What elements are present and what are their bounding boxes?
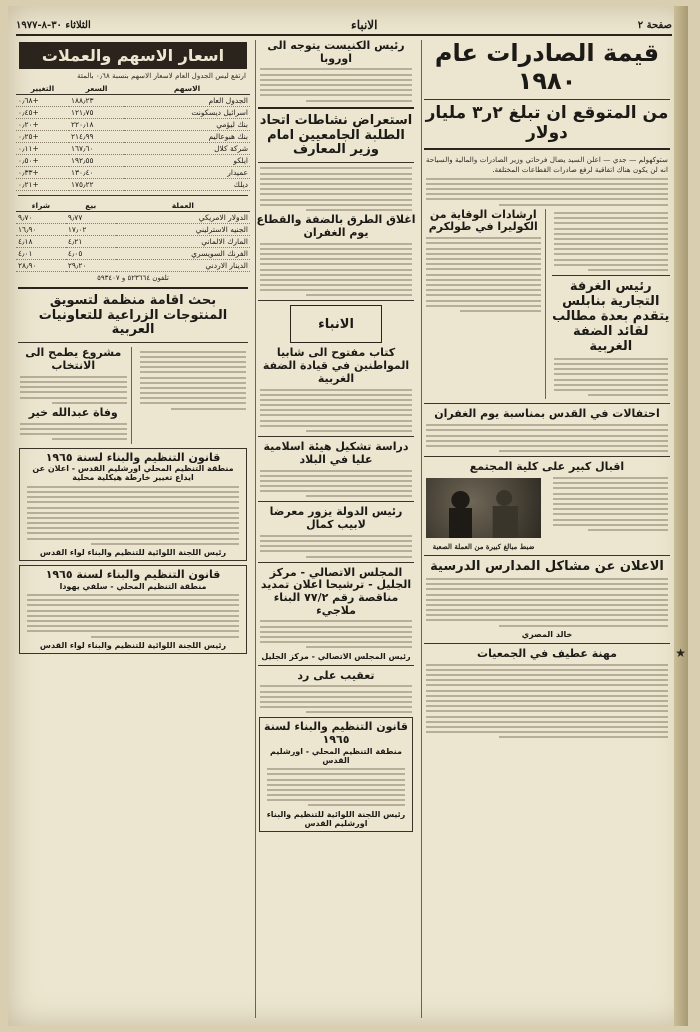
- middle-notice-sub: منطقة التنظيم المحلي - اورشليم القدس: [270, 746, 402, 765]
- page-binding-edge: [674, 6, 688, 1026]
- stock-name: الجدول العام: [124, 94, 250, 106]
- left-notice2-title: قانون التنظيم والبناء لسنة ١٩٦٥: [45, 568, 221, 582]
- stock-change: ٠٫٥٠+: [16, 154, 69, 166]
- stock-change: ٠٫٦٨+: [16, 94, 69, 106]
- fx-row: [16, 223, 250, 235]
- left-legal-notice-1: [19, 448, 247, 561]
- left-legal-notice-2: [19, 565, 247, 654]
- stock-price: ١٦٧٫٦٠: [69, 142, 124, 154]
- stock-name: شركة كلال: [124, 142, 250, 154]
- photo-caption: ضبط مبالغ كبيرة من العملة الصعبة: [432, 541, 535, 551]
- stock-row: [16, 154, 250, 166]
- fx-name: الدولار الامريكي: [116, 211, 250, 223]
- stocks-header-price: السعر: [69, 83, 124, 95]
- lead-body-text: [422, 178, 672, 206]
- fx-header-name: العملة: [116, 200, 250, 212]
- middle-notice-title: قانون التنظيم والبناء لسنة ١٩٦٥: [264, 720, 408, 746]
- stocks-header-change: التغيير: [16, 83, 69, 95]
- fx-row: [16, 211, 250, 223]
- stock-name: بنك ليؤمي: [124, 118, 250, 130]
- stock-row: [16, 130, 250, 142]
- fx-name: الفرنك السويسري: [116, 247, 250, 259]
- page-label: صفحة ٢: [637, 19, 672, 31]
- logo-text: الانباء: [318, 316, 354, 332]
- story3-headline: رئيس الغرفة التجارية بنابلس يتقدم بعدة مطالب لقائد الضفة الغربية: [552, 279, 670, 354]
- column-right: [421, 40, 672, 1018]
- stock-row: [16, 166, 250, 178]
- left-story2-headline: مشروع يطمح الى الانتخاب: [25, 346, 122, 373]
- fx-table: [16, 200, 250, 272]
- stock-price: ١٢١٫٧٥: [69, 106, 124, 118]
- left-notice2-sub: منطقة التنظيم المحلي - سلفي يهودا: [59, 581, 207, 591]
- stock-change: ٠٫٣٣+: [16, 166, 69, 178]
- stocks-table: [16, 83, 250, 191]
- story2-headline: ارشادات الوقاية من الكوليرا في طولكرم: [428, 207, 538, 234]
- fx-footer: تلفون ٥٢٣٦٦٤ و ٥٩٣٤٠٧: [97, 273, 169, 282]
- fx-name: الدينار الاردني: [116, 259, 250, 271]
- stock-price: ٢١٤٫٩٩: [69, 130, 124, 142]
- fx-buy: ٩٫٧٠: [16, 211, 66, 223]
- fx-sell: ٩٫٧٧: [66, 211, 116, 223]
- middle-story2-sub: اغلاق الطرق بالضفة والقطاع يوم الغفران: [256, 213, 416, 239]
- column-logo: [290, 305, 382, 343]
- left-notice1-sub: منطقة التنظيم المحلي اورشليم القدس - اعلان عن ايداع تغيير خارطة هيكلية محلية: [32, 464, 234, 483]
- stock-row: [16, 178, 250, 190]
- stocks-banner: اسعار الاسهم والعملات: [19, 42, 247, 69]
- middle-story7-headline: تعقيب على رد: [297, 668, 375, 682]
- stock-change: ٠٫٢٥+: [16, 130, 69, 142]
- stock-name: عميدار: [124, 166, 250, 178]
- stock-name: ايلكو: [124, 154, 250, 166]
- byline: خالد المصري: [521, 629, 573, 639]
- stock-row: [16, 142, 250, 154]
- middle-story6-headline: المجلس الاتصالي - مركز الجليل - ترشيحا اعلان تمديد مناقصة رقم ٧٧/٢ البناء ملاجيء: [260, 565, 412, 617]
- masthead: [16, 16, 672, 36]
- stock-price: ١٨٨٫٢٣: [69, 94, 124, 106]
- middle-story3-headline: كتاب مفتوح الى شابيا المواطنين في قيادة الضفة الغربية: [262, 346, 410, 385]
- lead-headline: قيمة الصادرات عام ١٩٨٠: [434, 40, 660, 95]
- news-photo: [426, 478, 541, 538]
- stock-price: ١٩٢٫٥٥: [69, 154, 124, 166]
- fx-header-buy: شراء: [16, 200, 66, 212]
- fx-name: المارك الالماني: [116, 235, 250, 247]
- photo-figures: [426, 478, 541, 538]
- date-line: الثلاثاء ٣٠-٨-١٩٧٧: [16, 19, 91, 31]
- lead-intro: ستوكهولم — جدي — اعلن السيد يضال فرحاتي وزير الصادرات والمالية والسياحة انه لن يكون هناك اتفاقية لرفع صادرات القطاعات المختلفة.: [426, 155, 668, 174]
- stock-change: ٠٫٤٥+: [16, 106, 69, 118]
- stock-row: [16, 94, 250, 106]
- fx-sell: ٢٩٫٢٠: [66, 259, 116, 271]
- fx-buy: ٤٫٠١: [16, 247, 66, 259]
- fx-name: الجنيه الاسترليني: [116, 223, 250, 235]
- fx-row: [16, 259, 250, 271]
- fx-buy: ٢٨٫٩٠: [16, 259, 66, 271]
- obituary-title: وفاة عبدالله خير: [28, 406, 118, 419]
- stock-change: ٠٫٢١+: [16, 178, 69, 190]
- stocks-header-name: الاسهم: [124, 83, 250, 95]
- fx-header-sell: بيع: [66, 200, 116, 212]
- fx-row: [16, 235, 250, 247]
- stock-change: ٠٫١١+: [16, 142, 69, 154]
- middle-legal-notice: [259, 717, 413, 831]
- stock-name: ديلك: [124, 178, 250, 190]
- stock-price: ١٣٠٫٤٠: [69, 166, 124, 178]
- story4-headline: احتفالات في القدس بمناسبة يوم الغفران: [434, 407, 660, 421]
- stock-change: ٠٫٢٠+: [16, 118, 69, 130]
- fx-sell: ١٧٫٠٢: [66, 223, 116, 235]
- stock-name: اسرائيل ديسكونت: [124, 106, 250, 118]
- middle-story2-headline: استعراض نشاطات اتحاد الطلبة الجامعيين امام وزير المعارف: [259, 112, 413, 158]
- newspaper-page: [8, 6, 688, 1026]
- stock-name: بنك هبوعاليم: [124, 130, 250, 142]
- middle-notice-signature: رئيس اللجنة اللوائية للتنظيم والبناء اورشليم القدس: [266, 809, 406, 828]
- star-icon: ★: [675, 646, 686, 660]
- stock-price: ٢٢٠٫١٨: [69, 118, 124, 130]
- fx-sell: ٤٫٢١: [66, 235, 116, 247]
- column-middle: [255, 40, 416, 1018]
- middle-story1-kicker: رئيس الكنيست يتوجه الى اوروبا: [267, 40, 405, 65]
- fx-row: [16, 247, 250, 259]
- fx-sell: ٤٫٠٥: [66, 247, 116, 259]
- fx-buy: ٤٫١٨: [16, 235, 66, 247]
- middle-story4-headline: دراسة تشكيل هيئة اسلامية عليا في البلاد: [263, 440, 409, 466]
- story6-headline: الاعلان عن مشاكل المدارس الدرسية: [430, 558, 664, 574]
- story5-headline: اقبال كبير على كلية المجتمع: [469, 460, 625, 474]
- stock-row: [16, 106, 250, 118]
- middle-signature1: رئيس المجلس الاتصالي - مركز الجليل: [261, 651, 411, 661]
- lead-subheadline: من المتوقع ان تبلغ ٢ر٣ مليار دولار: [425, 103, 669, 143]
- left-story1-headline: بحث اقامة منظمة لتسويق المنتوجات الزراعية للتعاونيات العربية: [38, 292, 228, 338]
- story7-headline: مهنة عطيف في الجمعيات: [477, 646, 617, 660]
- left-notice2-signature: رئيس اللجنة اللوائية للتنظيم والبناء لواء القدس: [39, 640, 227, 650]
- left-notice1-signature: رئيس اللجنة اللوائية للتنظيم والبناء لواء القدس: [39, 548, 227, 558]
- stock-price: ١٧٥٫٢٢: [69, 178, 124, 190]
- fx-buy: ١٦٫٩٠: [16, 223, 66, 235]
- column-left: [16, 40, 250, 1018]
- stock-row: [16, 118, 250, 130]
- middle-story5-headline: رئيس الدولة يزور معرضا لابيب كمال: [269, 505, 403, 532]
- paper-name: الانباء: [351, 18, 378, 32]
- stocks-intro: ارتفع ليس الجدول العام لاسعار الاسهم بنسبة ٠٫٦٨ بالمئة: [77, 71, 246, 80]
- left-notice1-title: قانون التنظيم والبناء لسنة ١٩٦٥: [45, 450, 221, 464]
